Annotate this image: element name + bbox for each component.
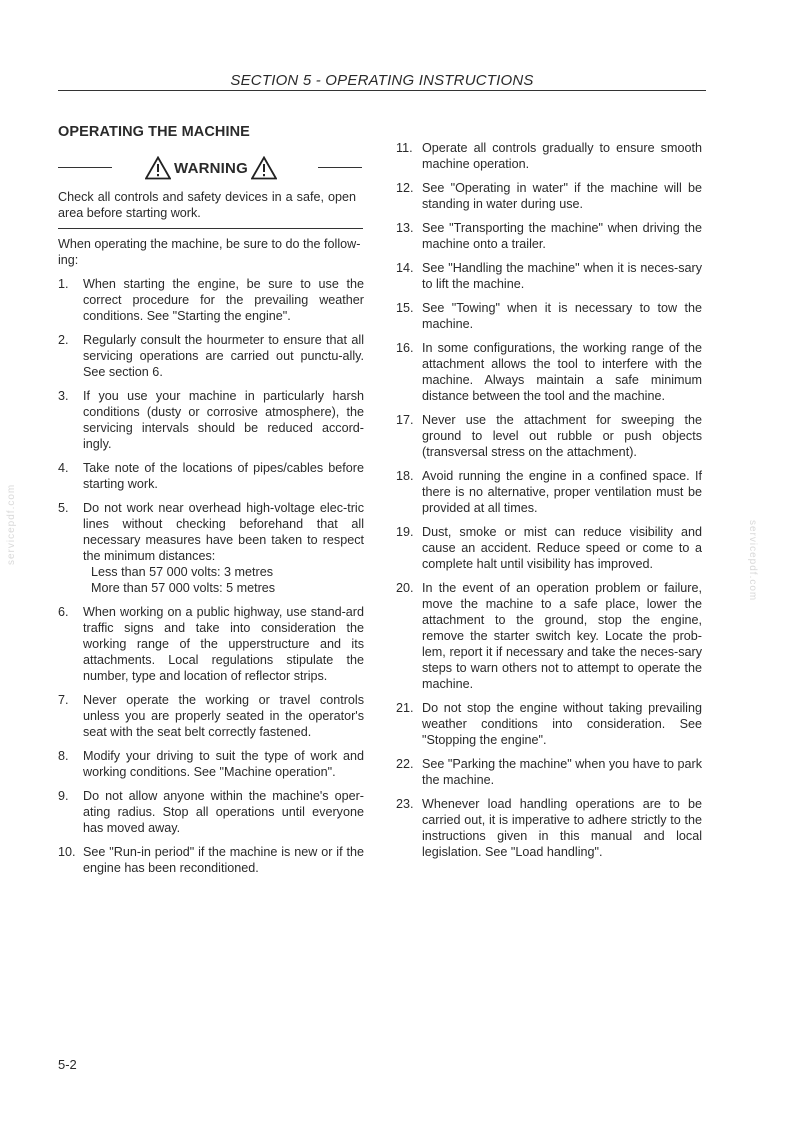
item-number: 4. xyxy=(58,461,69,475)
item-text: Whenever load handling operations are to be carried out, it is imperative to adhere strictly to the instructions given in this manual and local legislation. See "Load handling". xyxy=(422,797,702,859)
item-number: 18. xyxy=(396,469,414,483)
item-text: If you use your machine in particularly harsh conditions (dusty or corrosive atmosphere), the servicing intervals should be reduced accord-ingly. xyxy=(83,389,364,451)
list-item xyxy=(396,260,702,292)
item-number: 23. xyxy=(396,797,414,811)
list-item xyxy=(396,468,702,516)
list-item xyxy=(58,460,364,492)
warning-banner xyxy=(58,154,362,182)
item-number: 17. xyxy=(396,413,414,427)
warning-triangle-icon xyxy=(145,156,171,180)
item-text: Take note of the locations of pipes/cables before starting work. xyxy=(83,461,364,491)
item-text: Regularly consult the hourmeter to ensure that all servicing operations are carried out punctu-ally. See section 6. xyxy=(83,333,364,379)
item-number: 14. xyxy=(396,261,414,275)
list-item xyxy=(396,412,702,460)
item-number: 22. xyxy=(396,757,414,771)
warning-line-left xyxy=(58,167,112,168)
list-item xyxy=(58,388,364,452)
item-number: 21. xyxy=(396,701,414,715)
item-text: See "Operating in water" if the machine will be standing in water during use. xyxy=(422,181,702,211)
section-header: SECTION 5 - OPERATING INSTRUCTIONS xyxy=(230,72,534,89)
list-item xyxy=(396,700,702,748)
list-item xyxy=(396,340,702,404)
item-number: 6. xyxy=(58,605,69,619)
item-number: 16. xyxy=(396,341,414,355)
item-text: Never operate the working or travel controls unless you are properly seated in the operator's seat with the seat belt correctly fastened. xyxy=(83,693,364,739)
warning-divider xyxy=(58,228,363,229)
item-text: Do not stop the engine without taking prevailing weather conditions into consideration. See "Stopping the engine". xyxy=(422,701,702,747)
item-text: Do not work near overhead high-voltage elec-tric lines without checking beforehand that all necessary measures have been taken to respect the minimum distances: xyxy=(83,501,364,563)
item-number: 12. xyxy=(396,181,414,195)
item-subline: More than 57 000 volts: 5 metres xyxy=(91,581,276,595)
item-number: 15. xyxy=(396,301,414,315)
item-text: Avoid running the engine in a confined space. If there is no alternative, proper ventilation must be provided at all times. xyxy=(422,469,702,515)
page-number: 5-2 xyxy=(58,1057,77,1072)
item-text: See "Run-in period" if the machine is new or if the engine has been reconditioned. xyxy=(83,845,364,875)
list-item xyxy=(58,604,364,684)
list-item xyxy=(396,300,702,332)
list-item xyxy=(396,220,702,252)
item-text: Dust, smoke or mist can reduce visibility and cause an accident. Reduce speed or come to a complete halt until visibility has improved. xyxy=(422,525,702,571)
item-text: Modify your driving to suit the type of work and working conditions. See "Machine operation". xyxy=(83,749,364,779)
list-item xyxy=(58,332,364,380)
item-text: In some configurations, the working range of the attachment allows the tool to interfere with the machine. Always maintain a safe minimum distance between the tool and the machine. xyxy=(422,341,702,403)
warning-line-right xyxy=(318,167,362,168)
list-item xyxy=(58,844,364,876)
warning-text: Check all controls and safety devices in a safe, open area before starting work. xyxy=(58,190,356,220)
item-text: Never use the attachment for sweeping the ground to level out rubble or push objects (transversal stress on the attachment). xyxy=(422,413,702,459)
list-item xyxy=(396,180,702,212)
item-number: 10. xyxy=(58,845,76,859)
warning-triangle-icon xyxy=(251,156,277,180)
list-item xyxy=(396,524,702,572)
watermark-left: servicepdf.com xyxy=(6,483,17,565)
item-number: 11. xyxy=(396,141,413,155)
watermark-right: servicepdf.com xyxy=(747,520,758,602)
item-text-wrap xyxy=(83,500,364,596)
item-number: 8. xyxy=(58,749,69,763)
item-text: See "Transporting the machine" when driving the machine onto a trailer. xyxy=(422,221,702,251)
item-text: In the event of an operation problem or failure, move the machine to a safe place, lower the attachment to the ground, stop the engine, remove the starter switch key. Locate the prob-lem, report it if necessary and take the neces-sary steps to warn others not to attempt to operate the machine. xyxy=(422,581,702,691)
header-divider xyxy=(58,90,706,91)
item-number: 19. xyxy=(396,525,414,539)
list-item xyxy=(58,500,364,596)
list-item xyxy=(58,276,364,324)
item-text: Do not allow anyone within the machine's oper-ating radius. Stop all operations until everyone has moved away. xyxy=(83,789,364,835)
item-text: When starting the engine, be sure to use the correct procedure for the prevailing weather conditions. See "Starting the engine". xyxy=(83,277,364,323)
list-item xyxy=(58,692,364,740)
warning-label: WARNING xyxy=(174,159,248,177)
list-item xyxy=(58,748,364,780)
item-number: 13. xyxy=(396,221,414,235)
list-item xyxy=(396,796,702,860)
item-text: When working on a public highway, use stand-ard traffic signs and take into consideration the working range of the upperstructure and its attachments. Local regulations stipulate the number, type and location of reflector strips. xyxy=(83,605,364,683)
item-subline: Less than 57 000 volts: 3 metres xyxy=(91,565,274,579)
item-text: See "Parking the machine" when you have to park the machine. xyxy=(422,757,702,787)
item-number: 2. xyxy=(58,333,69,347)
list-item xyxy=(396,140,702,172)
item-text: See "Towing" when it is necessary to tow the machine. xyxy=(422,301,702,331)
item-number: 1. xyxy=(58,277,69,291)
item-text: See "Handling the machine" when it is neces-sary to lift the machine. xyxy=(422,261,702,291)
item-number: 20. xyxy=(396,581,414,595)
section-title: OPERATING THE MACHINE xyxy=(58,124,250,140)
warning-label-box xyxy=(140,154,282,182)
list-item xyxy=(58,788,364,836)
list-item xyxy=(396,756,702,788)
item-text: Operate all controls gradually to ensure smooth machine operation. xyxy=(422,141,702,171)
list-item xyxy=(396,580,702,692)
item-number: 7. xyxy=(58,693,69,707)
item-number: 5. xyxy=(58,501,69,515)
item-number: 3. xyxy=(58,389,69,403)
intro-paragraph: When operating the machine, be sure to do the follow-ing: xyxy=(58,237,361,267)
item-number: 9. xyxy=(58,789,69,803)
